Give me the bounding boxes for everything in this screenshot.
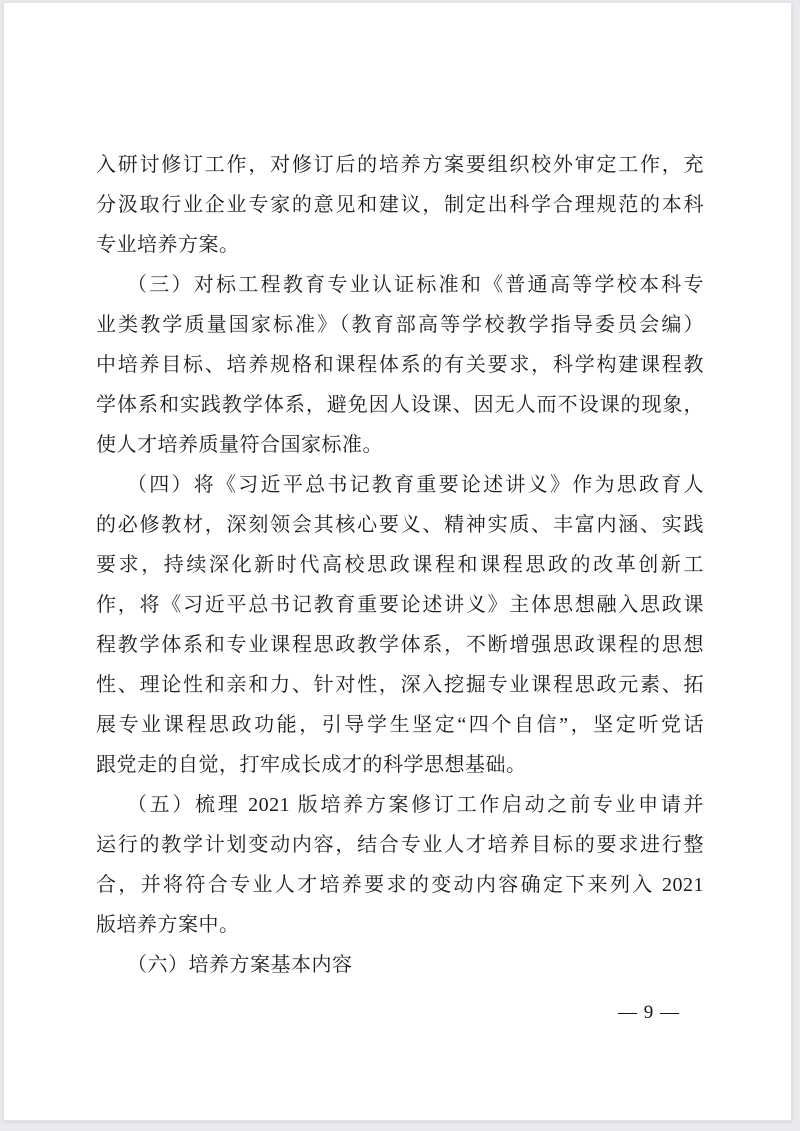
paragraph	[96, 265, 704, 465]
text-line: （五）梳理 2021 版培养方案修订工作启动之前专业申请并	[127, 794, 704, 816]
text-line: 的必修教材，深刻领会其核心要义、精神实质、丰富内涵、实践	[96, 514, 704, 536]
text-line: （六）培养方案基本内容	[127, 954, 353, 976]
text-line: 中培养目标、培养规格和课程体系的有关要求，科学构建课程教	[96, 354, 704, 376]
paragraph	[96, 945, 704, 985]
page-number: — 9 —	[618, 1002, 680, 1023]
text-line: 使人才培养质量符合国家标准。	[96, 434, 383, 456]
text-line: 要求，持续深化新时代高校思政课程和课程思政的改革创新工	[96, 554, 704, 576]
text-line: 程教学体系和专业课程思政教学体系，不断增强思政课程的思想	[96, 634, 704, 656]
paragraph	[96, 145, 704, 265]
text-line: （三）对标工程教育专业认证标准和《普通高等学校本科专	[127, 274, 704, 296]
text-line: 跟党走的自觉，打牢成长成才的科学思想基础。	[96, 754, 527, 776]
text-line: 分汲取行业企业专家的意见和建议，制定出科学合理规范的本科	[96, 194, 704, 216]
document-body	[96, 145, 704, 985]
text-line: 业类教学质量国家标准》（教育部高等学校教学指导委员会编）	[96, 314, 704, 336]
text-line: 版培养方案中。	[96, 914, 240, 936]
text-line: （四）将《习近平总书记教育重要论述讲义》作为思政育人	[127, 474, 704, 496]
text-line: 运行的教学计划变动内容，结合专业人才培养目标的要求进行整	[96, 834, 704, 856]
text-line: 专业培养方案。	[96, 234, 240, 256]
text-line: 展专业课程思政功能，引导学生坚定“四个自信”，坚定听党话	[96, 714, 704, 736]
text-line: 作，将《习近平总书记教育重要论述讲义》主体思想融入思政课	[96, 594, 704, 616]
text-line: 性、理论性和亲和力、针对性，深入挖掘专业课程思政元素、拓	[96, 674, 704, 696]
document-page	[3, 2, 792, 1121]
paragraph	[96, 465, 704, 785]
text-line: 学体系和实践教学体系，避免因人设课、因无人而不设课的现象，	[96, 394, 704, 416]
text-line: 入研讨修订工作，对修订后的培养方案要组织校外审定工作，充	[96, 154, 704, 176]
paragraph	[96, 785, 704, 945]
text-line: 合，并将符合专业人才培养要求的变动内容确定下来列入 2021	[96, 874, 704, 896]
